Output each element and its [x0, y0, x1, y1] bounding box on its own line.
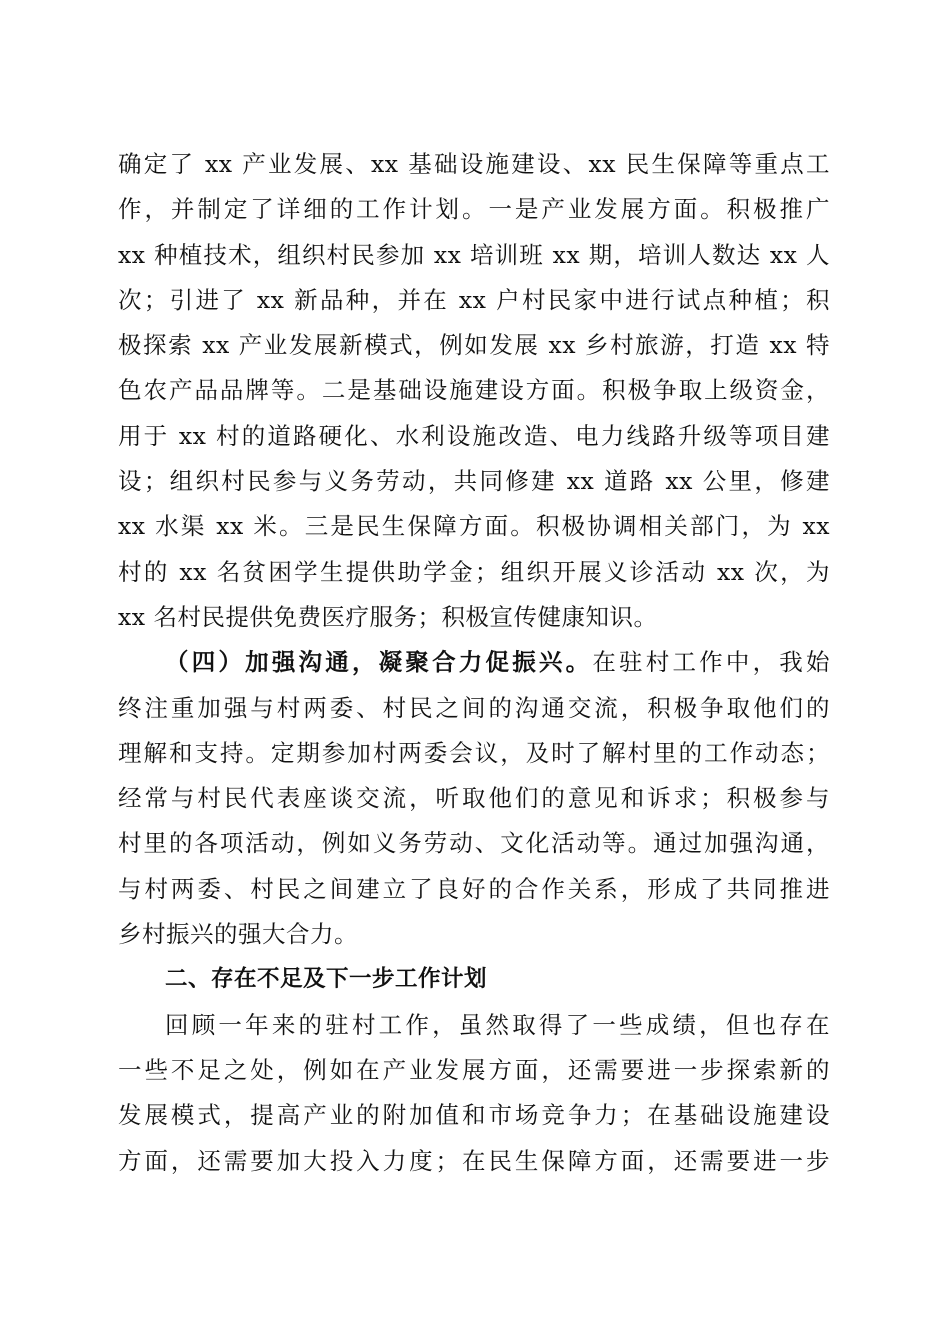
- text-line: 色农产品品牌等。二是基础设施建设方面。积极争取上级资金，: [118, 376, 830, 405]
- text-line: xx 种植技术，组织村民参加 xx 培训班 xx 期，培训人数达 xx 人: [118, 240, 830, 269]
- text-line: xx 水渠 xx 米。三是民生保障方面。积极协调相关部门，为 xx: [118, 512, 830, 541]
- paragraph-shortcomings: [118, 1003, 830, 1184]
- text-line: 终注重加强与村两委、村民之间的沟通交流，积极争取他们的: [118, 693, 830, 722]
- document-body: [118, 142, 830, 1184]
- section-heading: 二、存在不足及下一步工作计划: [165, 966, 488, 993]
- paragraph-communication: [118, 640, 830, 957]
- text-line: 设；组织村民参与义务劳动，共同修建 xx 道路 xx 公里，修建: [118, 467, 830, 496]
- paragraph-work-plan: [118, 142, 830, 640]
- text-line: 村里的各项活动，例如义务劳动、文化活动等。通过加强沟通，: [118, 829, 830, 858]
- text-run: 在驻村工作中，我始: [592, 648, 831, 677]
- text-line: 发展模式，提高产业的附加值和市场竞争力；在基础设施建设: [118, 1101, 830, 1130]
- text-line: 经常与村民代表座谈交流，听取他们的意见和诉求；积极参与: [118, 784, 830, 813]
- text-line: 确定了 xx 产业发展、xx 基础设施建设、xx 民生保障等重点工: [118, 150, 830, 178]
- text-line: 极探索 xx 产业发展新模式，例如发展 xx 乡村旅游，打造 xx 特: [118, 331, 830, 360]
- text-line: 村的 xx 名贫困学生提供助学金；组织开展义诊活动 xx 次，为: [118, 557, 830, 586]
- text-line: xx 名村民提供免费医疗服务；积极宣传健康知识。: [118, 602, 658, 631]
- text-line: 理解和支持。定期参加村两委会议，及时了解村里的工作动态；: [118, 738, 830, 767]
- text-line: 方面，还需要加大投入力度；在民生保障方面，还需要进一步: [118, 1146, 830, 1175]
- text-line: 乡村振兴的强大合力。: [118, 920, 358, 949]
- text-line: 作，并制定了详细的工作计划。一是产业发展方面。积极推广: [118, 195, 830, 224]
- text-line: 与村两委、村民之间建立了良好的合作关系，形成了共同推进: [118, 874, 830, 903]
- text-line: 回顾一年来的驻村工作，虽然取得了一些成绩，但也存在: [165, 1010, 830, 1039]
- text-line: 一些不足之处，例如在产业发展方面，还需要进一步探索新的: [118, 1055, 830, 1084]
- text-line: [118, 640, 830, 685]
- text-line: 次；引进了 xx 新品种，并在 xx 户村民家中进行试点种植；积: [118, 285, 830, 314]
- text-line: 用于 xx 村的道路硬化、水利设施改造、电力线路升级等项目建: [118, 421, 830, 450]
- subheading-four: （四）加强沟通，凝聚合力促振兴。: [165, 648, 593, 677]
